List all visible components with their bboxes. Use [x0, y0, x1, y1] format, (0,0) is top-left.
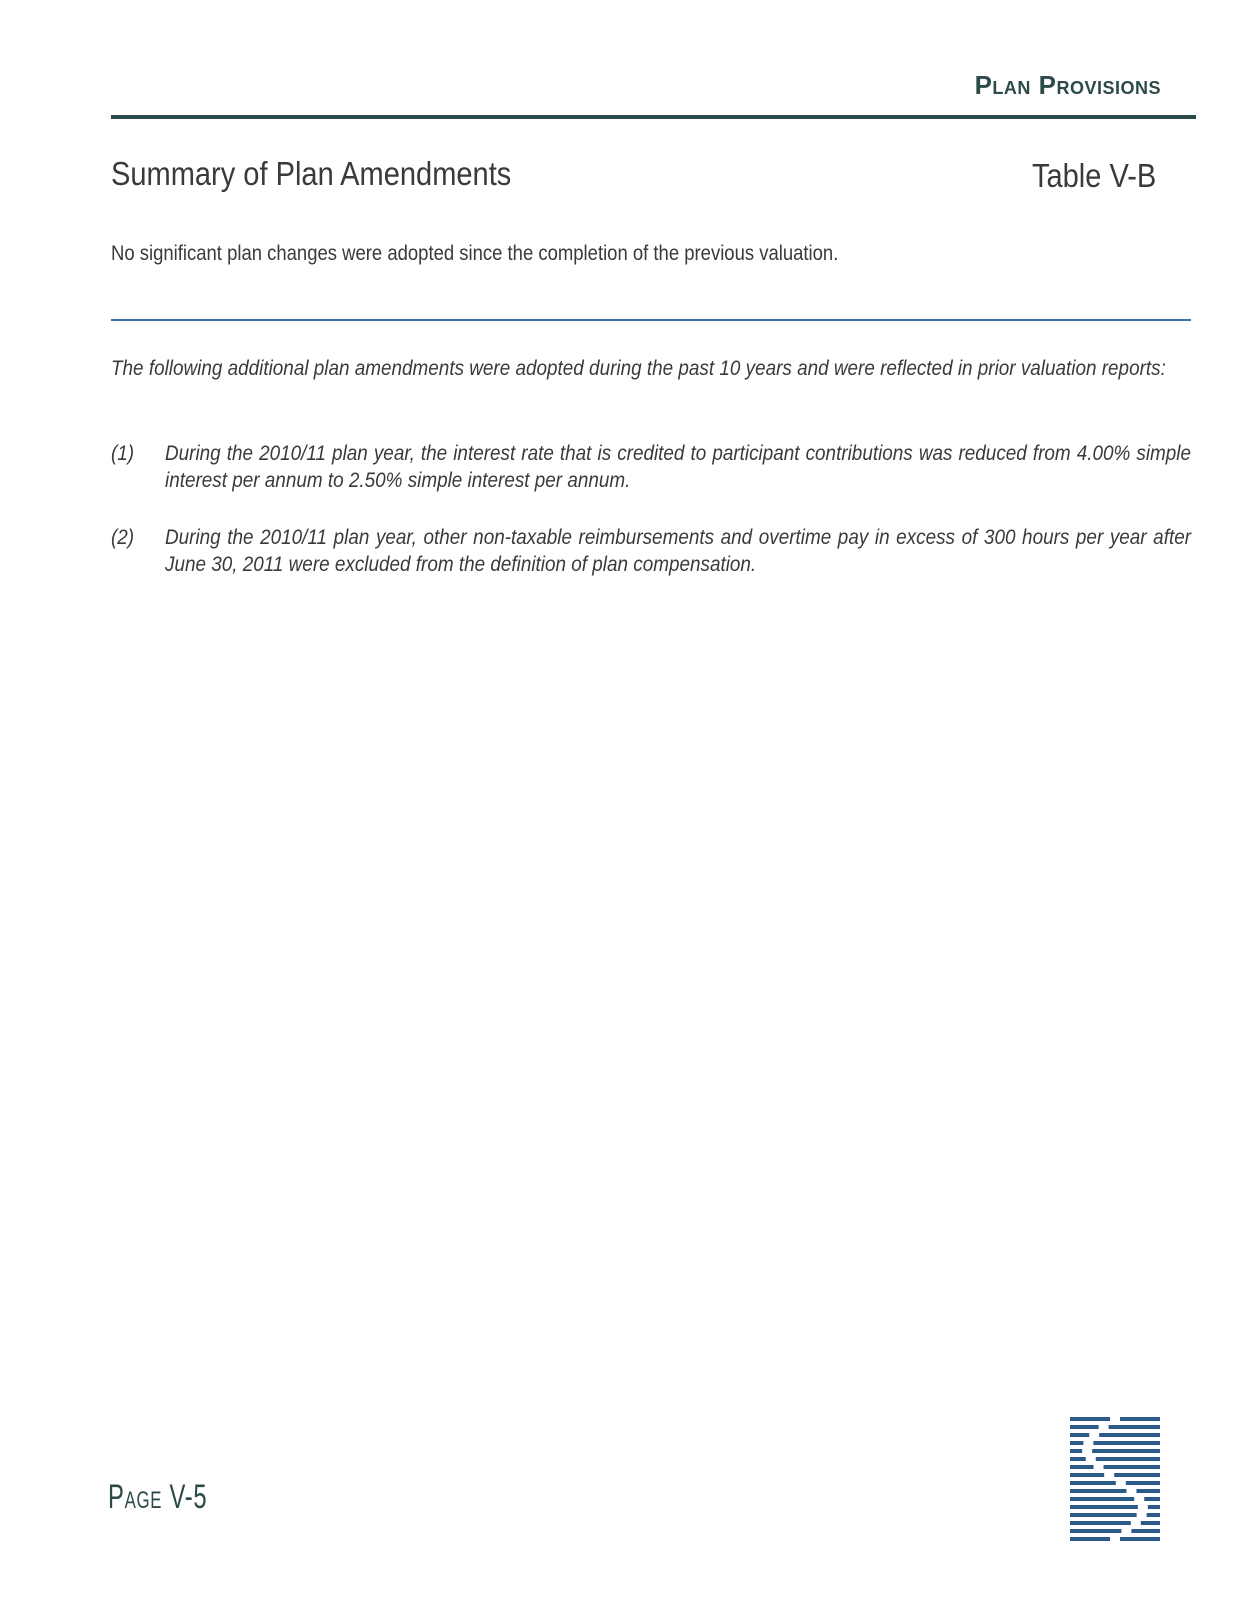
intro-text: No significant plan changes were adopted since the completion of the previous valuation. [111, 242, 839, 265]
page-number: Page V-5 [108, 1478, 208, 1516]
logo-stripe [1109, 1425, 1160, 1429]
logo-stripe [1141, 1521, 1160, 1525]
page-title: Summary of Plan Amendments [111, 155, 512, 192]
logo-stripe [1070, 1465, 1094, 1469]
logo-stripe [1092, 1449, 1160, 1453]
logo-stripe [1070, 1449, 1082, 1453]
logo-stripe [1070, 1457, 1086, 1461]
logo-stripe [1096, 1457, 1160, 1461]
logo-stripe [1136, 1489, 1160, 1493]
logo-stripe [1070, 1489, 1126, 1493]
amendment-list [111, 440, 1191, 608]
logo-stripe [1099, 1433, 1160, 1437]
section-divider [111, 319, 1191, 321]
section-header: Plan Provisions [974, 70, 1161, 100]
logo-stripe [1120, 1417, 1160, 1421]
logo-stripe [1070, 1433, 1089, 1437]
amendment-number: (2) [111, 526, 135, 549]
logo-stripe [1070, 1425, 1099, 1429]
header-rule [111, 115, 1196, 119]
logo-stripe [1114, 1473, 1160, 1477]
logo-stripe [1070, 1473, 1104, 1477]
amendment-text: During the 2010/11 plan year, the interest rate that is credited to participant contributions was reduced from 4.00% simple interest per annum to 2.50% simple interest per annum. [165, 442, 1191, 492]
list-item [111, 524, 1191, 578]
logo-stripe [1070, 1481, 1116, 1485]
table-label: Table V-B [1031, 157, 1156, 194]
logo-stripe [1070, 1513, 1137, 1517]
amendment-number: (1) [111, 442, 135, 465]
logo-stripe [1070, 1529, 1121, 1533]
logo-stripe [1126, 1481, 1160, 1485]
logo-stripe [1070, 1497, 1134, 1501]
logo-stripe [1147, 1513, 1160, 1517]
logo-stripe [1070, 1417, 1110, 1421]
logo-stripe [1093, 1441, 1160, 1445]
amendment-text: During the 2010/11 plan year, other non-taxable reimbursements and overtime pay in excess of 300 hours per year after June 30, 2011 were excluded from the definition of plan compensation. [165, 526, 1191, 576]
logo-stripe [1070, 1521, 1131, 1525]
logo-stripe [1070, 1441, 1083, 1445]
logo-stripe [1131, 1529, 1160, 1533]
list-item [111, 440, 1191, 494]
company-logo-icon [1070, 1415, 1160, 1545]
logo-stripe [1070, 1505, 1138, 1509]
logo-stripe [1104, 1465, 1160, 1469]
logo-stripe [1144, 1497, 1160, 1501]
prior-amendments-note: The following additional plan amendments were adopted during the past 10 years and were reflected in prior valuation reports: [111, 357, 1166, 380]
logo-stripe [1070, 1537, 1110, 1541]
logo-stripe [1120, 1537, 1160, 1541]
logo-stripe [1148, 1505, 1160, 1509]
